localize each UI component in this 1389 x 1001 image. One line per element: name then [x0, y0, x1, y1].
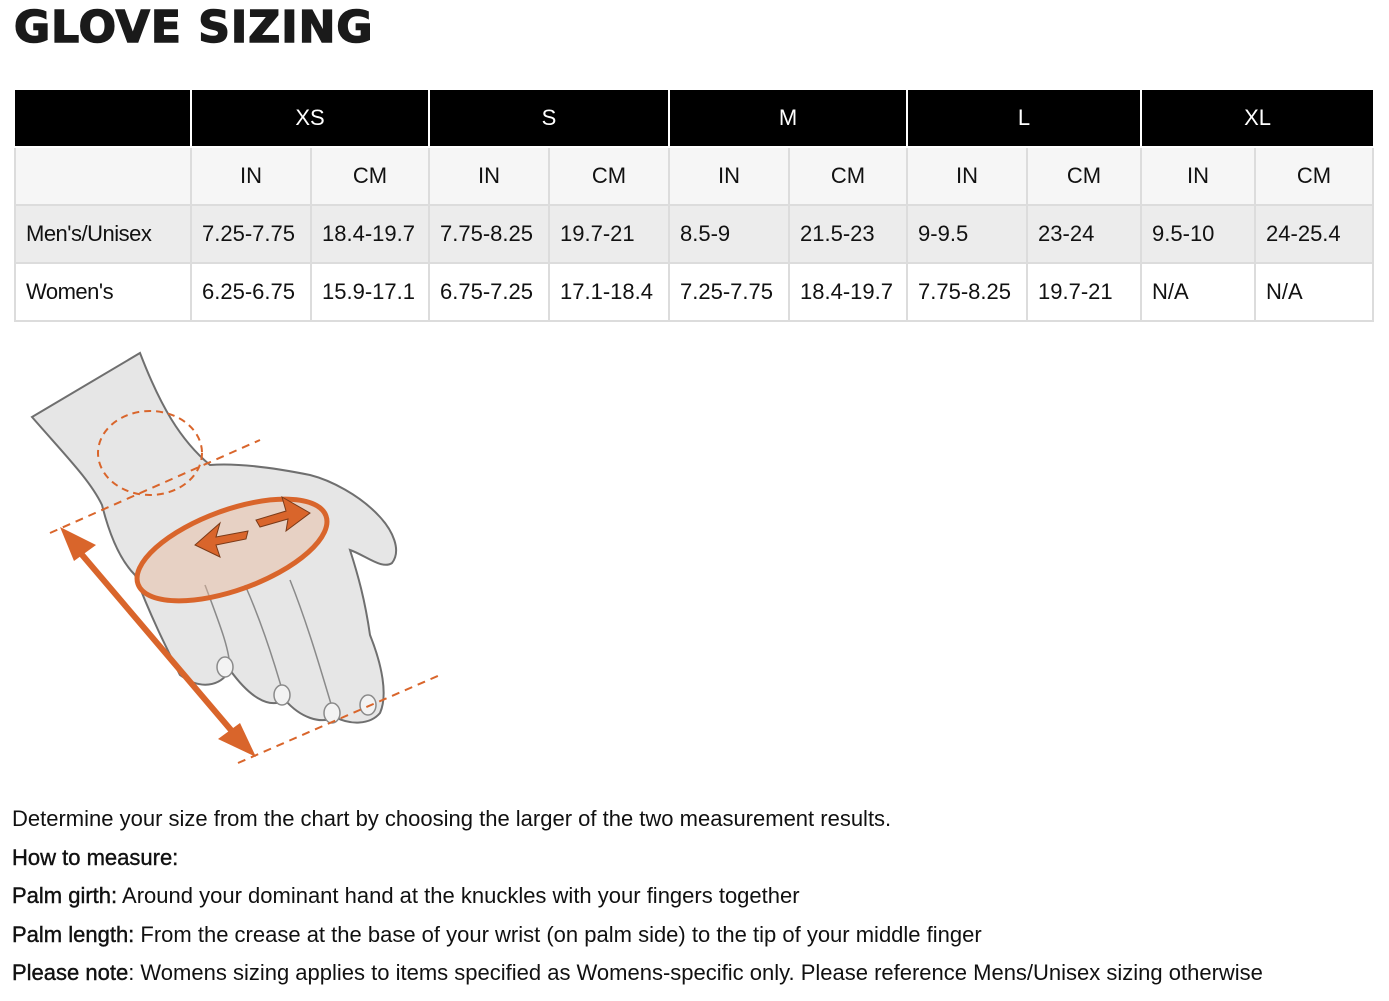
palm-girth-note	[12, 877, 1263, 916]
table-cell: 7.75-8.25	[429, 205, 549, 263]
table-cell: 6.25-6.75	[191, 263, 311, 321]
unit-header-cell: CM	[311, 147, 429, 205]
table-row-mens-unisex	[15, 205, 1373, 263]
palm-length-label: Palm length:	[12, 921, 135, 947]
page-title: GLOVE SIZING	[14, 2, 374, 53]
unit-header-cell: CM	[1255, 147, 1373, 205]
unit-header-cell: IN	[907, 147, 1027, 205]
palm-girth-label: Palm girth:	[12, 883, 118, 908]
table-cell: 9-9.5	[907, 205, 1027, 263]
arrowhead-top-icon	[60, 527, 96, 561]
unit-header-cell: IN	[1141, 147, 1255, 205]
table-cell: 18.4-19.7	[311, 205, 429, 263]
table-cell: 15.9-17.1	[311, 263, 429, 321]
table-cell: 19.7-21	[1027, 263, 1141, 321]
table-cell: 19.7-21	[549, 205, 669, 263]
unit-header-cell: IN	[429, 147, 549, 205]
size-header-xs: XS	[191, 90, 429, 147]
please-note-label: Please note	[12, 960, 129, 985]
unit-header-cell: CM	[789, 147, 907, 205]
row-label: Men's/Unisex	[15, 205, 191, 263]
table-cell: 18.4-19.7	[789, 263, 907, 321]
table-cell: N/A	[1141, 263, 1255, 321]
fingernail	[324, 703, 340, 723]
table-cell: 6.75-7.25	[429, 263, 549, 321]
hand-measurement-icon	[20, 345, 460, 775]
table-cell: 9.5-10	[1141, 205, 1255, 263]
measurement-notes	[12, 800, 1263, 993]
unit-header-row	[15, 147, 1373, 205]
size-header-row	[15, 90, 1373, 147]
palm-length-text: From the crease at the base of your wrist (on palm side) to the tip of your middle finger	[134, 921, 982, 947]
row-label: Women's	[15, 263, 191, 321]
unit-header-cell: CM	[1027, 147, 1141, 205]
table-cell: 17.1-18.4	[549, 263, 669, 321]
table-cell: N/A	[1255, 263, 1373, 321]
fingernail	[217, 657, 233, 677]
size-header-m: M	[669, 90, 907, 147]
unit-header-cell: IN	[191, 147, 311, 205]
corner-header-cell	[15, 90, 191, 147]
table-cell: 21.5-23	[789, 205, 907, 263]
unit-header-cell: CM	[549, 147, 669, 205]
intro-note: Determine your size from the chart by choosing the larger of the two measurement results.	[12, 806, 892, 831]
how-to-heading: How to measure:	[12, 844, 179, 870]
table-cell: 7.75-8.25	[907, 263, 1027, 321]
please-note	[12, 954, 1263, 993]
fingernail	[274, 685, 290, 705]
please-note-text: : Womens sizing applies to items specified as Womens-specific only. Please reference Mens/Unisex sizing otherwise	[128, 960, 1263, 985]
table-cell: 23-24	[1027, 205, 1141, 263]
size-header-xl: XL	[1141, 90, 1373, 147]
arrowhead-bottom-icon	[218, 723, 256, 757]
table-row-womens	[15, 263, 1373, 321]
table-cell: 24-25.4	[1255, 205, 1373, 263]
glove-size-table	[14, 90, 1374, 322]
palm-girth-text: Around your dominant hand at the knuckles with your fingers together	[117, 883, 800, 908]
palm-length-note	[12, 916, 1263, 955]
unit-header-cell: IN	[669, 147, 789, 205]
table-cell: 8.5-9	[669, 205, 789, 263]
unit-corner-cell	[15, 147, 191, 205]
size-header-s: S	[429, 90, 669, 147]
table-cell: 7.25-7.75	[669, 263, 789, 321]
table-cell: 7.25-7.75	[191, 205, 311, 263]
size-header-l: L	[907, 90, 1141, 147]
